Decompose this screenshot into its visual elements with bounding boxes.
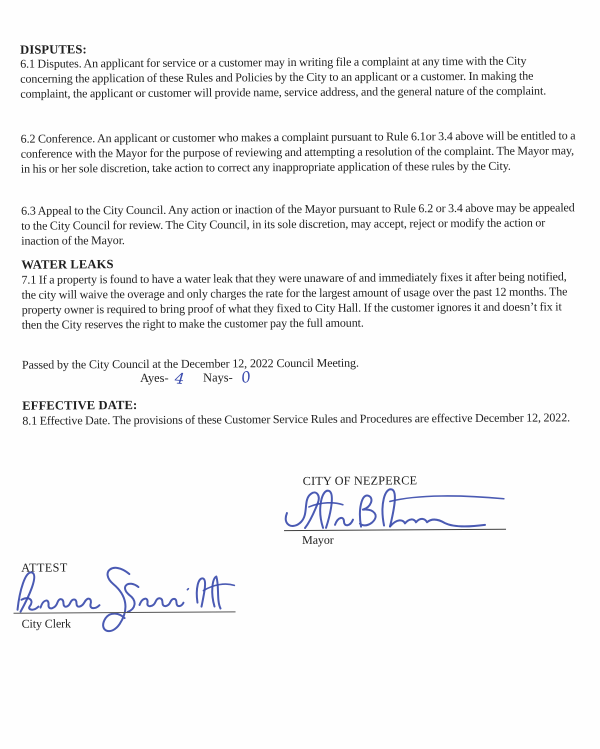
organization-name: CITY OF NEZPERCE <box>302 473 418 488</box>
mayor-signature <box>283 482 508 535</box>
ayes-handwritten-value: 4 <box>174 369 186 389</box>
paragraph-rule-6-3: 6.3 Appeal to the City Council. Any action or inaction of the Mayor pursuant to Rule 6.2 or 3.4 above may be appealed to the City Council for review. The City Council, in its sole discretion, may accept, reject or modify the action or inaction of the Mayor. <box>21 200 575 248</box>
attest-label: ATTEST <box>21 560 68 575</box>
paragraph-rule-7-1: 7.1 If a property is found to have a water leak that they were unaware of and immediately fixes it after being notified, the city will waive the overage and only charges the rate for the largest amount of usage over the past 12 months. The property owner is required to bring proof of what they fixed to City Hall. If the customer ignores it and doesn’t fix it then the City reserves the right to make the customer pay the full amount. <box>21 269 568 332</box>
nays-handwritten-value: 0 <box>239 367 252 388</box>
paragraph-rule-6-1: 6.1 Disputes. An applicant for service or a customer may in writing file a complaint at any time with the City concerning the application of these Rules and Policies by the City to an applicant or a customer. In making the complaint, the applicant or customer will provide name, service address, and the general nature of the complaint. <box>20 53 547 101</box>
clerk-title-label: City Clerk <box>21 616 71 631</box>
nays-label: Nays- <box>203 370 233 385</box>
mayor-title-label: Mayor <box>302 532 334 547</box>
ayes-label: Ayes- <box>140 370 169 385</box>
passed-by-line: Passed by the City Council at the December 12, 2022 Council Meeting. <box>21 355 359 372</box>
vote-tally-line <box>140 367 252 389</box>
paragraph-rule-6-2: 6.2 Conference. An applicant or customer who makes a complaint pursuant to Rule 6.1or 3.4 above will be entitled to a conference with the Mayor for the purpose of reviewing and attempting a resolution of the complaint. The Mayor may, in his or her sole discretion, take action to correct any inappropriate application of these rules by the City. <box>20 128 576 176</box>
water-leaks-heading: WATER LEAKS <box>21 257 114 272</box>
disputes-heading: DISPUTES: <box>20 42 87 57</box>
effective-date-heading: EFFECTIVE DATE: <box>22 397 138 413</box>
paragraph-rule-8-1: 8.1 Effective Date. The provisions of these Customer Service Rules and Procedures are effective December 12, 2022. <box>22 410 571 428</box>
clerk-signature <box>7 556 243 645</box>
